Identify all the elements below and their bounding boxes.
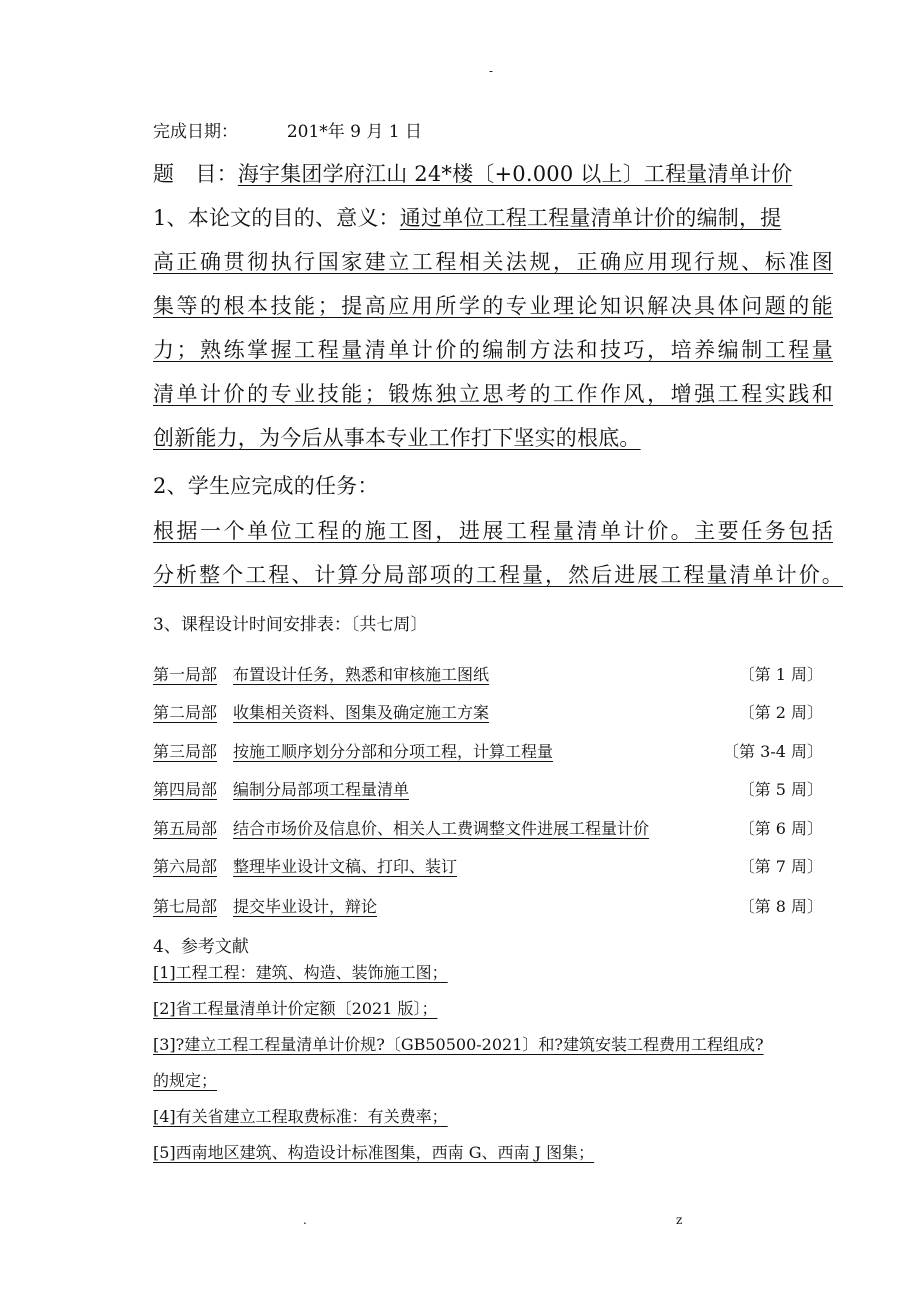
section2-line-1: 分析整个工程、计算分局部项的工程量，然后进展工程量清单计价。 [153,563,843,587]
topic-title: 海宇集团学府江山 24*楼〔+0.000 以上〕工程量清单计价 [237,162,793,186]
reference-1: [1]工程工程：建筑、构造、装饰施工图； [153,963,448,982]
schedule-task: 布置设计任务，熟悉和审核施工图纸 [233,665,490,684]
schedule-part: 第七局部 [153,897,218,916]
schedule-week: 〔第 6 周〕 [738,819,823,838]
section2-heading: 2、学生应完成的任务： [153,474,379,498]
section1-line-3: 力；熟练掌握工程量清单计价的编制方法和技巧，培养编制工程量 [153,338,833,362]
schedule-week: 〔第 2 周〕 [738,703,823,722]
section1-line-0: 通过单位工程工程量清单计价的编制，提 [399,206,782,230]
schedule-task: 结合市场价及信息价、相关人工费调整文件进展工程量计价 [233,819,650,838]
schedule-row-5 [153,816,649,839]
reference-3: [3]?建立工程工程量清单计价规?〔GB50500-2021〕和?建筑安装工程费用工程组成? [153,1035,764,1054]
section1-line-2: 集等的根本技能；提高应用所学的专业理论知识解决具体问题的能 [153,294,833,318]
completion-date: 201*年 9 月 1 日 [286,122,423,142]
footer-right-mark: z [676,1213,683,1227]
schedule-part: 第四局部 [153,780,218,799]
schedule-week: 〔第 5 周〕 [738,780,823,799]
reference-3-continued: 的规定； [153,1071,218,1090]
schedule-task: 按施工顺序划分分部和分项工程，计算工程量 [233,742,554,761]
schedule-row-3 [153,739,553,762]
schedule-part: 第一局部 [153,665,218,684]
schedule-task: 编制分局部项工程量清单 [233,780,410,799]
schedule-row-2 [153,700,489,723]
section2-line-0-wrap [153,515,833,545]
schedule-task: 提交毕业设计，辩论 [233,897,378,916]
section1-heading: 1、本论文的目的、意义： [153,206,400,230]
header-mark: - [489,64,494,78]
schedule-row-4 [153,777,409,800]
section1-line-5: 创新能力，为今后从事本专业工作打下坚实的根底。 [153,426,641,450]
section1-line-5-wrap [153,422,641,452]
completion-label: 完成日期： [153,122,238,142]
topic-label: 题 目： [153,162,238,186]
schedule-row-6 [153,854,457,877]
section1-line-2-wrap [153,290,833,320]
section1-line-3-wrap [153,334,833,364]
schedule-week: 〔第 8 周〕 [738,897,823,916]
footer-left-mark: . [303,1213,307,1227]
section1-line-1-wrap [153,246,833,276]
section1-line-4-wrap [153,378,833,408]
schedule-part: 第二局部 [153,703,218,722]
section1-line-1: 高正确贯彻执行国家建立工程相关法规，正确应用现行规、标准图 [153,250,833,274]
section3-heading: 3、课程设计时间安排表：〔共七周〕 [153,615,428,635]
schedule-week: 〔第 1 周〕 [738,665,823,684]
schedule-week: 〔第 3-4 周〕 [723,742,823,761]
topic-line [153,158,792,188]
schedule-row-1 [153,662,489,685]
section4-heading: 4、参考文献 [153,937,249,957]
schedule-week: 〔第 7 周〕 [738,857,823,876]
reference-2: [2]省工程量清单计价定额〔2021 版〕； [153,999,438,1018]
schedule-part: 第六局部 [153,857,218,876]
section1-first-line [153,202,833,232]
section2-line-1-wrap [153,559,843,589]
reference-5: [5]西南地区建筑、构造设计标准图集，西南 G、西南 J 图集； [153,1143,595,1162]
reference-4: [4]有关省建立工程取费标准：有关费率； [153,1107,448,1126]
schedule-part: 第五局部 [153,819,218,838]
schedule-task: 收集相关资料、图集及确定施工方案 [233,703,490,722]
schedule-row-7 [153,894,377,917]
schedule-part: 第三局部 [153,742,218,761]
section2-line-0: 根据一个单位工程的施工图，进展工程量清单计价。主要任务包括 [153,519,833,543]
completion-date-line [153,117,422,142]
section1-line-4: 清单计价的专业技能；锻炼独立思考的工作作风，增强工程实践和 [153,382,833,406]
schedule-task: 整理毕业设计文稿、打印、装订 [233,857,458,876]
